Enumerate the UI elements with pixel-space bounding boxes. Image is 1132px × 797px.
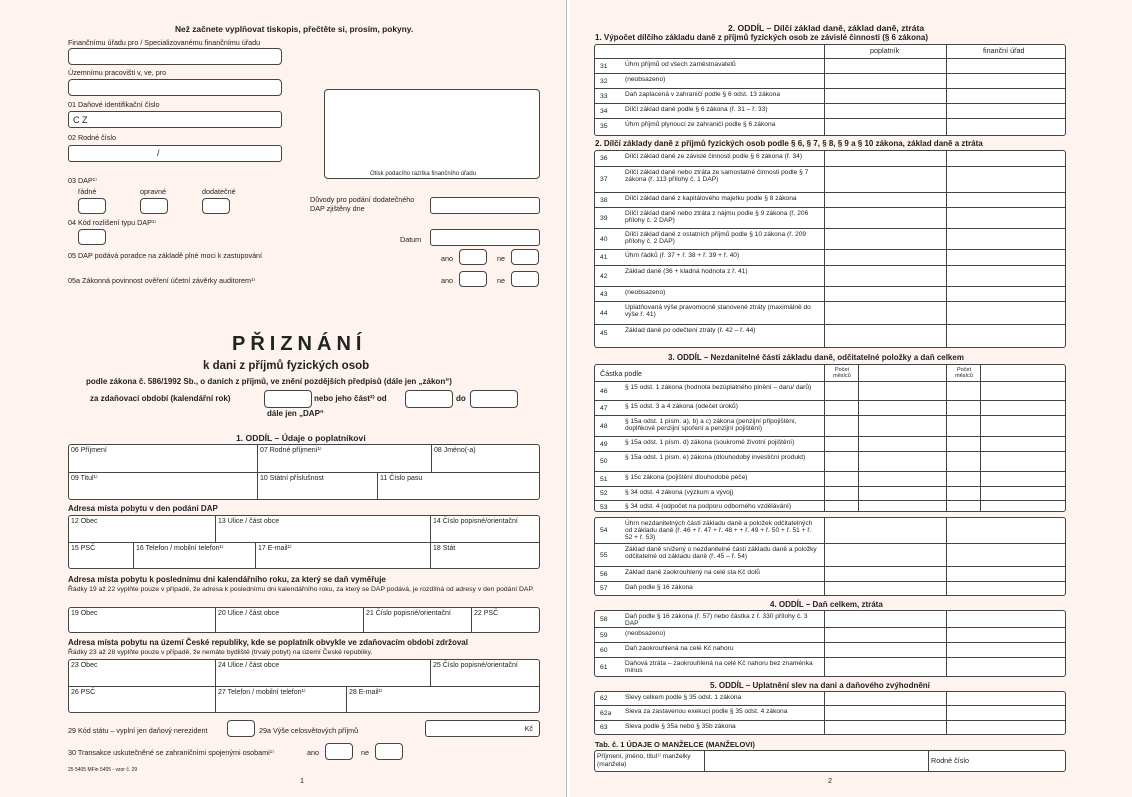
row-58 [595, 611, 1065, 628]
row-number: 49 [600, 440, 608, 448]
period-label-b: nebo jeho část²⁾ od [314, 394, 387, 403]
row-61 [595, 658, 1065, 677]
row-47-value-field[interactable] [825, 401, 945, 416]
rok-field[interactable] [264, 390, 312, 408]
row-label: Úhrn nezdanitelných částí základu daně a položek odčitatelných od základu daně (ř. 46 + ř. 47 + ř. 48 + + ř. 49 + ř. 50 + ř. 51 + ř. 52 + ř. 53) [625, 520, 813, 542]
datum-field[interactable] [430, 229, 540, 246]
form-code: 25 5405 MFin 5405 - vzor č. 29 [68, 767, 138, 773]
row-40-value-field[interactable] [825, 229, 945, 250]
row-label: § 15a odst. 1 písm. d) zákona (soukromé životní pojištění) [625, 439, 795, 446]
jmeno-label: 08 Jméno(-a) [434, 447, 476, 454]
pracoviste-field[interactable] [68, 79, 282, 96]
row-number: 36 [600, 155, 608, 162]
table-2-1 [594, 44, 1066, 136]
rodne-prijmeni-label: 07 Rodné příjmení¹⁾ [260, 447, 322, 454]
obec-12-cell[interactable] [69, 516, 216, 543]
row-label: Úhrn příjmů plynoucí ze zahraničí podle § 6 zákona [625, 121, 776, 128]
stat-18-cell[interactable] [431, 543, 540, 569]
row-label: § 34 odst. 4 (odpočet na podporu odborného vzdělávání) [625, 503, 792, 510]
address-1-title: Adresa místa pobytu v den podání DAP [68, 504, 218, 513]
row-label: Základ daně (36 + kladná hodnota z ř. 41) [625, 268, 748, 275]
row-61-value-field[interactable] [825, 658, 945, 677]
row-number: 43 [600, 290, 608, 298]
row-label: Slevy celkem podle § 35 odst. 1 zákona [625, 694, 742, 701]
section-4-title: 4. ODDÍL – Daň celkem, ztráta [770, 600, 883, 609]
row-number: 32 [600, 77, 608, 85]
row-36-value-field[interactable] [825, 151, 945, 167]
col-castka: Částka podle [600, 369, 642, 378]
label-ano-05: ano [441, 254, 453, 263]
row-32-value-field[interactable] [825, 74, 945, 89]
dap-type-dodatecne-label: dodatečné [202, 187, 236, 196]
row-53 [595, 501, 1065, 515]
personal-data-table [68, 444, 540, 500]
row-50 [595, 452, 1065, 472]
address-2-table [68, 607, 540, 633]
row-57 [595, 582, 1065, 596]
tab1-name-label-cell [595, 751, 705, 771]
row-number: 59 [600, 631, 608, 639]
label-poradce: 05 DAP podává poradce na základě plné moci k zastupování [68, 251, 263, 260]
ulice-24-label: 24 Ulice / část obce [218, 662, 280, 669]
row-number: 31 [600, 62, 608, 70]
ulice-13-label: 13 Ulice / část obce [218, 518, 280, 525]
email-28-label: 28 E-mail¹⁾ [349, 689, 383, 696]
row-56 [595, 567, 1065, 582]
label-duvody: Důvody pro podání dodatečného DAP zjištěny dne [310, 195, 415, 213]
jmeno-cell[interactable] [432, 445, 540, 473]
celosvetove-prijmy-field[interactable] [425, 720, 540, 737]
cp-14-label: 14 Číslo popisné/orientační [433, 518, 518, 525]
dap-opravne-checkbox[interactable] [140, 198, 168, 214]
row-47 [595, 401, 1065, 416]
row-label: § 15a odst. 1 písm. a), b) a c) zákona (penzijní připojištění, doplňkové penzijní spoření a penzijní pojištění) [625, 418, 797, 433]
row-label: Daňová ztráta – zaokrouhlená na celé Kč nahoru bez znaménka minus [625, 660, 813, 675]
row-49-value-field[interactable] [825, 437, 945, 452]
prijmeni-label: 06 Příjmení [71, 447, 107, 454]
section-2-title: 2. ODDÍL – Dílčí základ daně, základ daně, ztráta [728, 23, 925, 33]
row-48-value-field[interactable] [825, 416, 945, 437]
row-37 [595, 167, 1065, 193]
titul-cell[interactable] [69, 473, 258, 500]
row-62-value-field[interactable] [825, 692, 945, 706]
row-label: (neobsazeno) [625, 630, 666, 637]
psc-26-label: 26 PSČ [71, 689, 96, 696]
address-2-note: Řádky 19 až 22 vyplňte pouze v případě, že adresa k poslednímu dni kalendářního roku, za který se DAP podává, je rozdílná od adresy v den podání DAP. [68, 586, 534, 593]
row-50-value-field[interactable] [825, 452, 945, 472]
psc-22-cell[interactable] [472, 608, 540, 632]
row-number: 44 [600, 309, 608, 317]
rodne-cislo-field[interactable] [68, 145, 282, 162]
col-poplatnik: poplatník [870, 46, 900, 55]
obec-12-label: 12 Obec [71, 518, 98, 525]
row-59 [595, 628, 1065, 643]
kod-statu-field[interactable] [227, 720, 255, 737]
row-label: Daň zaokrouhlená na celé Kč nahoru [625, 645, 734, 652]
tab1-rc-label: Rodné číslo [931, 756, 969, 765]
dap-dodatecne-checkbox[interactable] [202, 198, 230, 214]
row-number: 42 [600, 272, 608, 280]
label-kod-typu: 04 Kód rozlišení typu DAP¹⁾ [68, 218, 157, 227]
row-53-value-field[interactable] [825, 501, 945, 515]
od-field[interactable] [405, 390, 453, 408]
row-52-value-field[interactable] [825, 487, 945, 501]
row-number: 62a [600, 709, 612, 717]
period-label-c: do [456, 394, 466, 403]
label-financni-urad: Finančnímu úřadu pro / Specializovanému finančnímu úřadu [68, 38, 261, 47]
row-44-value-field[interactable] [825, 302, 945, 325]
row-60 [595, 643, 1065, 658]
tab1-rc-field[interactable] [979, 751, 1065, 771]
row-label: § 15 odst. 1 zákona (hodnota bezúplatného plnění – daru/ darů) [625, 384, 812, 391]
row-46-value-field[interactable] [825, 382, 945, 401]
row-45-value-field[interactable] [825, 325, 945, 342]
row-label: Dílčí základ daně podle § 6 zákona (ř. 31 – ř. 33) [625, 106, 768, 113]
ulice-13-cell[interactable] [216, 516, 431, 543]
tab1-table [594, 750, 1066, 772]
row-number: 38 [600, 196, 608, 204]
row-label: § 15a odst. 1 písm. e) zákona (dlouhodobý investiční produkt) [625, 454, 806, 461]
row-42 [595, 266, 1065, 287]
address-2-title: Adresa místa pobytu k poslednímu dni kalendářního roku, za který se daň vyměřuje [68, 575, 386, 584]
page-number-2: 2 [828, 776, 832, 785]
row-63-value-field[interactable] [825, 721, 945, 735]
address-3-table [68, 659, 540, 713]
row-number: 41 [600, 254, 608, 261]
row-32 [595, 74, 1065, 89]
row-number: 33 [600, 92, 608, 100]
row-41-value-field[interactable] [825, 250, 945, 266]
row-43-value-field[interactable] [825, 287, 945, 302]
row-label: Daň zaplacená v zahraničí podle § 6 odst. 13 zákona [625, 91, 781, 98]
page-number-1: 1 [300, 776, 304, 785]
row-33 [595, 89, 1065, 104]
address-3-title: Adresa místa pobytu na území České republiky, kde se poplatník obvykle ve zdaňovacím období zdržoval [68, 638, 468, 647]
kod-typu-field[interactable] [78, 229, 106, 245]
telefon-27-label: 27 Telefon / mobilní telefon¹⁾ [218, 689, 306, 696]
duvody-date-field[interactable] [430, 197, 540, 214]
row-58-value-field[interactable] [825, 611, 945, 628]
row-label: Dílčí základ daně nebo ztráta ze samostatné činnosti podle § 7 zákona (ř. 113 přílohy č. 1 DAP) [625, 169, 809, 184]
row-number: 62 [600, 695, 608, 702]
row-number: 53 [600, 504, 608, 511]
row-number: 39 [600, 214, 608, 222]
psc-26-cell[interactable] [69, 687, 216, 713]
row-number: 60 [600, 646, 608, 654]
row-31 [595, 59, 1065, 74]
cp-25-label: 25 Číslo popisné/orientační [433, 662, 518, 669]
dap-type-opravne-label: opravné [140, 187, 166, 196]
statni-prislusnost-label: 10 Státní příslušnost [260, 475, 324, 482]
table-4 [594, 610, 1066, 677]
obec-23-cell[interactable] [69, 660, 216, 687]
psc-22-label: 22 PSČ [474, 610, 499, 617]
label-ne-30: ne [361, 748, 369, 757]
form-title: PŘIZNÁNÍ [232, 333, 367, 355]
statni-prislusnost-cell[interactable] [258, 473, 378, 500]
row-39-value-field[interactable] [825, 208, 945, 229]
col-pocet-1: Počet měsíců [833, 367, 851, 379]
row-55 [595, 544, 1065, 567]
row-label: Daň podle § 16 zákona (ř. 57) nebo částka z ř. 330 přílohy č. 3 DAP [625, 613, 808, 628]
row-number: 57 [600, 585, 608, 592]
email-28-cell[interactable] [347, 687, 540, 713]
label-celosvetove-prijmy: 29a Výše celosvětových příjmů [259, 726, 359, 735]
section-5-title: 5. ODDÍL – Uplatnění slev na dani a daňového zvýhodnění [710, 681, 930, 690]
row-55-value-field[interactable] [825, 544, 945, 567]
obec-23-label: 23 Obec [71, 662, 98, 669]
row-38 [595, 193, 1065, 208]
telefon-16-cell[interactable] [134, 543, 256, 569]
label-ne-05a: ne [497, 276, 505, 285]
row-number: 51 [600, 475, 608, 483]
row-43 [595, 287, 1065, 302]
auditor-ne-checkbox[interactable] [511, 271, 539, 287]
row-48 [595, 416, 1065, 437]
page-2 [570, 0, 1132, 797]
label-rodne-cislo: 02 Rodné číslo [68, 133, 116, 142]
row-51 [595, 472, 1065, 487]
row-label: Daň podle § 16 zákona [625, 584, 693, 591]
label-dic: 01 Daňové identifikační číslo [68, 100, 160, 109]
row-number: 48 [600, 422, 608, 430]
stat-18-label: 18 Stát [433, 545, 456, 552]
rodne-prijmeni-cell[interactable] [258, 445, 432, 473]
auditor-ano-checkbox[interactable] [459, 271, 487, 287]
row-number: 54 [600, 527, 608, 534]
row-number: 34 [600, 107, 608, 115]
section-3-title: 3. ODDÍL – Nezdanitelné části základu daně, odčitatelné položky a daň celkem [668, 353, 964, 362]
table-5 [594, 691, 1066, 735]
email-17-cell[interactable] [256, 543, 431, 569]
row-59-value-field[interactable] [825, 628, 945, 643]
row-label: § 15 odst. 3 a 4 zákona (odečet úroků) [625, 403, 738, 410]
row-51-value-field[interactable] [825, 472, 945, 487]
period-label-a: za zdaňovací období (kalendářní rok) [90, 394, 231, 403]
row-42-value-field[interactable] [825, 266, 945, 287]
cislo-pasu-label: 11 Číslo pasu [380, 475, 423, 482]
table-3a [594, 364, 1066, 512]
ulice-20-cell[interactable] [216, 608, 364, 632]
table-3b [594, 517, 1066, 596]
dic-field[interactable] [68, 111, 282, 128]
row-36 [595, 151, 1065, 167]
row-40 [595, 229, 1065, 250]
row-33-value-field[interactable] [825, 89, 945, 104]
tab1-title: Tab. č. 1 ÚDAJE O MANŽELCE (MANŽELOVI) [595, 740, 755, 749]
obec-19-cell[interactable] [69, 608, 216, 632]
row-number: 40 [600, 235, 608, 243]
row-44 [595, 302, 1065, 325]
section-2-1-title: 1. Výpočet dílčího základu daně z příjmů fyzických osob ze závislé činnosti (§ 6 zákona) [595, 33, 928, 42]
row-label: Sleva za zastavenou exekuci podle § 35 odst. 4 zákona [625, 708, 788, 715]
do-field[interactable] [470, 390, 518, 408]
obec-19-label: 19 Obec [71, 610, 98, 617]
row-37-value-field[interactable] [825, 167, 945, 193]
dap-type-radne-label: řádné [78, 187, 97, 196]
label-transakce: 30 Transakce uskutečněné se zahraničními spojenými osobami¹⁾ [68, 748, 274, 757]
section-1-title: 1. ODDÍL – Údaje o poplatníkovi [236, 433, 366, 443]
row-label: Základ daně snížený o nezdanitelné části základu daně a položky odčitatelné od základu daně (ř. 45 – ř. 54) [625, 546, 817, 561]
row-39 [595, 208, 1065, 229]
label-dap: 03 DAP¹⁾ [68, 176, 97, 185]
row-number: 46 [600, 387, 608, 395]
row-52 [595, 487, 1065, 501]
cislo-pasu-cell[interactable] [378, 473, 540, 500]
instruction-text: Než začnete vyplňovat tiskopis, přečtěte si, prosím, pokyny. [175, 24, 414, 34]
row-49 [595, 437, 1065, 452]
row-label: Úhrn řádků (ř. 37 + ř. 38 + ř. 39 + ř. 40) [625, 252, 740, 259]
period-label-d: dále jen „DAP“ [267, 409, 324, 418]
row-label: Dílčí základ daně z ostatních příjmů podle § 10 zákona (ř. 209 přílohy č. 2 DAP) [625, 231, 807, 246]
row-62 [595, 692, 1065, 706]
stamp-label: Otisk podacího razítka finančního úřadu [370, 171, 477, 177]
table-2-2 [594, 150, 1066, 348]
col-financni-urad: finanční úřad [983, 46, 1025, 55]
row-number: 45 [600, 329, 608, 337]
label-kod-statu: 29 Kód státu – vyplní jen daňový nerezident [68, 726, 208, 735]
psc-15-label: 15 PSČ [71, 545, 96, 552]
tab1-name-label: Příjmení, jméno, titul¹⁾ manželky (manžela) [597, 753, 691, 768]
row-label: Dílčí základ daně nebo ztráta z nájmu podle § 9 zákona (ř. 206 přílohy č. 2 DAP) [625, 210, 809, 225]
cp-21-cell[interactable] [364, 608, 472, 632]
telefon-16-label: 16 Telefon / mobilní telefon¹⁾ [136, 545, 224, 552]
row-number: 58 [600, 615, 608, 623]
ulice-24-cell[interactable] [216, 660, 431, 687]
row-number: 35 [600, 122, 608, 130]
law-text: podle zákona č. 586/1992 Sb., o daních z příjmů, ve znění pozdějších předpisů (dále jen „zákon“) [86, 377, 452, 386]
row-label: § 15c zákona (pojištění dlouhodobé péče) [625, 474, 748, 481]
row-label: Uplatňovaná výše pravomocně stanovené ztráty (maximálně do výše ř. 41) [625, 304, 811, 319]
row-label: (neobsazeno) [625, 289, 666, 296]
tab1-name-field[interactable] [705, 751, 929, 771]
titul-label: 09 Titul¹⁾ [71, 475, 98, 482]
row-46 [595, 382, 1065, 401]
row-number: 55 [600, 551, 608, 559]
row-number: 63 [600, 724, 608, 731]
row-35-value-field[interactable] [825, 119, 945, 134]
poradce-ne-checkbox[interactable] [511, 249, 539, 265]
row-57-value-field[interactable] [825, 582, 945, 596]
row-54-value-field[interactable] [825, 518, 945, 544]
row-label: Dílčí základ daně z kapitálového majetku podle § 8 zákona [625, 195, 797, 202]
label-pracoviste: Územnímu pracovišti v, ve, pro [68, 68, 167, 77]
rodne-cislo-separator: / [157, 148, 160, 158]
row-number: 50 [600, 458, 608, 465]
row-number: 52 [600, 490, 608, 497]
row-63 [595, 721, 1065, 735]
row-34-value-field[interactable] [825, 104, 945, 119]
transakce-ano-checkbox[interactable] [325, 743, 353, 760]
email-17-label: 17 E-mail¹⁾ [258, 545, 292, 552]
row-35 [595, 119, 1065, 134]
label-ne-05: ne [497, 254, 505, 263]
label-ano-30: ano [307, 748, 319, 757]
row-label: § 34 odst. 4 zákona (výzkum a vývoj) [625, 489, 734, 496]
prijmeni-cell[interactable] [69, 445, 258, 473]
cp-14-cell[interactable] [431, 516, 540, 543]
row-number: 37 [600, 176, 608, 183]
col-pocet-2: Počet měsíců [955, 367, 973, 379]
transakce-ne-checkbox[interactable] [375, 743, 403, 760]
cp-25-cell[interactable] [431, 660, 540, 687]
cp-21-label: 21 Číslo popisné/orientační [366, 610, 451, 617]
row-label: Úhrn příjmů od všech zaměstnavatelů [625, 61, 736, 68]
label-ano-05a: ano [441, 276, 453, 285]
row-number: 56 [600, 570, 608, 578]
row-56-value-field[interactable] [825, 567, 945, 582]
financni-urad-field[interactable] [68, 48, 282, 65]
row-label: Základ daně po odečtení ztráty (ř. 42 – ř. 44) [625, 327, 756, 334]
row-60-value-field[interactable] [825, 643, 945, 658]
stamp-area [324, 89, 540, 179]
row-41 [595, 250, 1065, 266]
tab1-rc-label-cell [929, 751, 979, 771]
poradce-ano-checkbox[interactable] [459, 249, 487, 265]
address-1-table [68, 515, 540, 569]
row-number: 47 [600, 404, 608, 412]
dap-radne-checkbox[interactable] [78, 198, 106, 214]
row-31-value-field[interactable] [825, 59, 945, 74]
ulice-20-label: 20 Ulice / část obce [218, 610, 280, 617]
row-label: (neobsazeno) [625, 76, 666, 83]
psc-15-cell[interactable] [69, 543, 134, 569]
dic-prefix: C Z [73, 115, 88, 125]
row-34 [595, 104, 1065, 119]
label-auditor: 05a Zákonná povinnost ověření účetní závěrky auditorem¹⁾ [68, 276, 256, 285]
address-3-note: Řádky 23 až 28 vyplňte pouze v případě, že nemáte bydliště (trvalý pobyt) na území České republiky. [68, 649, 373, 656]
form-subtitle: k dani z příjmů fyzických osob [203, 360, 370, 372]
label-datum: Datum [400, 235, 422, 244]
row-62a [595, 706, 1065, 721]
row-label: Sleva podle § 35a nebo § 35b zákona [625, 723, 736, 730]
kc-unit: Kč [524, 724, 533, 733]
row-45 [595, 325, 1065, 342]
row-number: 61 [600, 663, 608, 671]
row-54 [595, 518, 1065, 544]
row-38-value-field[interactable] [825, 193, 945, 208]
telefon-27-cell[interactable] [216, 687, 347, 713]
row-62a-value-field[interactable] [825, 706, 945, 721]
row-label: Základ daně zaokrouhlený na celé sta Kč dolů [625, 569, 760, 576]
section-2-2-title: 2. Dílčí základy daně z příjmů fyzických osob podle § 6, § 7, § 8, § 9 a § 10 zákona, základ daně a ztráta [595, 139, 983, 148]
row-label: Dílčí základ daně ze závislé činnosti podle § 6 zákona (ř. 34) [625, 153, 803, 160]
